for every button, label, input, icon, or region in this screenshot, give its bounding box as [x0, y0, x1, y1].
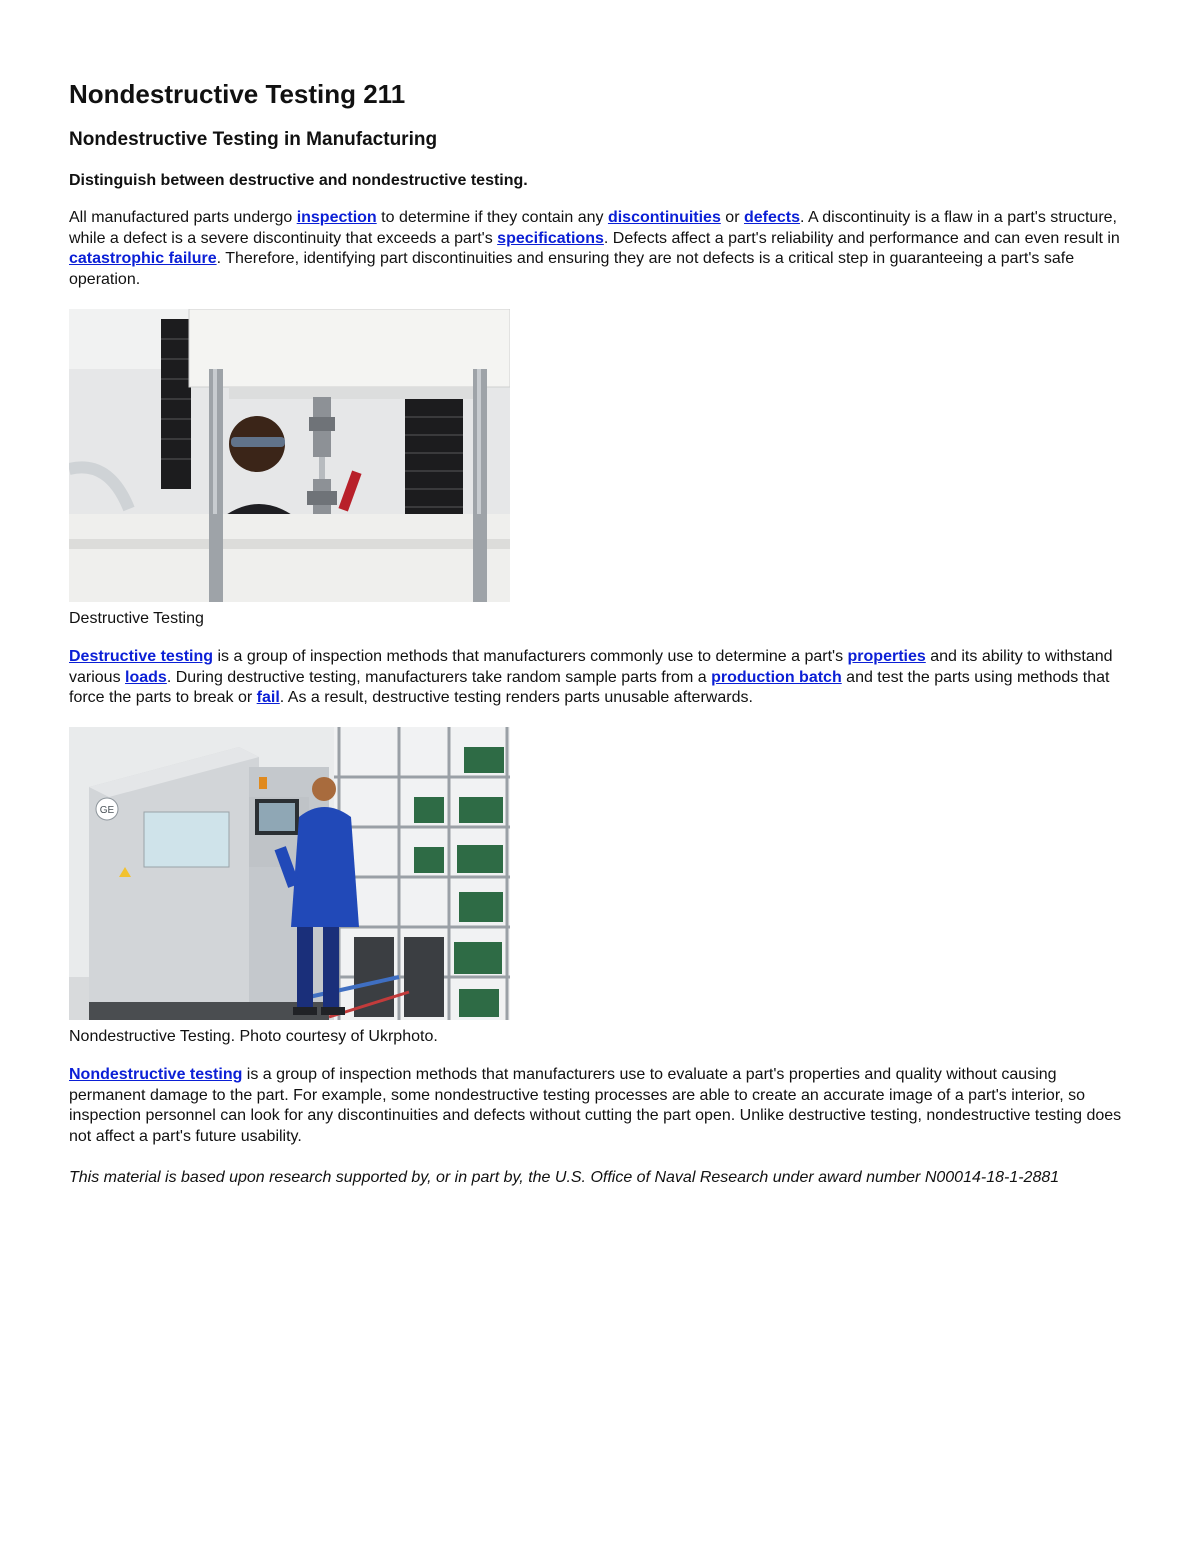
link-catastrophic-failure[interactable]: catastrophic failure — [69, 250, 217, 268]
photo-tensile-testing-machine — [69, 309, 510, 602]
destructive-testing-photo — [69, 309, 510, 602]
link-nondestructive-testing[interactable]: Nondestructive testing — [69, 1065, 243, 1083]
link-discontinuities[interactable]: discontinuities — [607, 209, 721, 226]
link-properties[interactable]: properties — [847, 647, 926, 665]
text-run: to determine if they contain any — [376, 209, 608, 226]
text-run: and its ability to withstand various — [69, 647, 1113, 686]
page-title: Nondestructive Testing 211 — [69, 79, 406, 109]
figure-caption: Nondestructive Testing. Photo courtesy of Ukrphoto. — [69, 1027, 438, 1045]
document-page — [69, 78, 1129, 1188]
learning-objective: Distinguish between destructive and nondestructive testing. — [69, 172, 528, 189]
text-run: or — [720, 209, 744, 226]
link-defects[interactable]: defects — [743, 209, 801, 226]
link-fail[interactable]: fail — [256, 689, 280, 707]
text-run: is a group of inspection methods that manufacturers commonly use to determine a part's — [213, 647, 848, 665]
photo-xray-inspection-machine — [69, 727, 510, 1020]
link-specifications[interactable]: specifications — [497, 229, 604, 247]
funding-note: This material is based upon research supported by, or in part by, the U.S. Office of Naval Research under award number N00014-18-1-2881 — [69, 1168, 1060, 1186]
link-loads[interactable]: loads — [125, 668, 167, 686]
text-run: . As a result, destructive testing renders parts unusable afterwards. — [279, 689, 753, 707]
nondestructive-testing-photo — [69, 727, 510, 1020]
text-run: and test the parts using methods that force the parts to break or — [69, 668, 1110, 707]
paragraph-destructive — [69, 647, 1129, 709]
link-production-batch[interactable]: production batch — [711, 668, 842, 686]
paragraph-nondestructive — [69, 1065, 1129, 1148]
link-inspection[interactable]: inspection — [296, 209, 377, 226]
text-run: . Defects affect a part's reliability and performance and can even result in — [603, 229, 1120, 247]
link-destructive-testing[interactable]: Destructive testing — [69, 647, 214, 665]
section-heading: Nondestructive Testing in Manufacturing — [69, 129, 438, 150]
text-run: . During destructive testing, manufacturers take random sample parts from a — [166, 668, 712, 686]
ge-logo-text: GE — [99, 804, 115, 816]
paragraph-intro — [69, 208, 1129, 291]
text-run: is a group of inspection methods that manufacturers use to evaluate a part's properties and quality without causing permanent damage to the part. For example, some nondestructive testing processes are able to create an accurate image of a part's interior, so inspection personnel can look for any discontinuities and defects without cutting the part open. Unlike destructive testing, nondestructive testing does not affect a part's future usability. — [69, 1065, 1122, 1146]
text-run: . A discontinuity is a flaw in a part's structure, while a defect is a severe discontinuity that exceeds a part's — [69, 209, 1117, 247]
figure-caption: Destructive Testing — [69, 609, 204, 627]
text-run: All manufactured parts undergo — [69, 209, 297, 226]
text-run: . Therefore, identifying part discontinuities and ensuring they are not defects is a critical step in guaranteeing a part's safe operation. — [69, 250, 1075, 289]
